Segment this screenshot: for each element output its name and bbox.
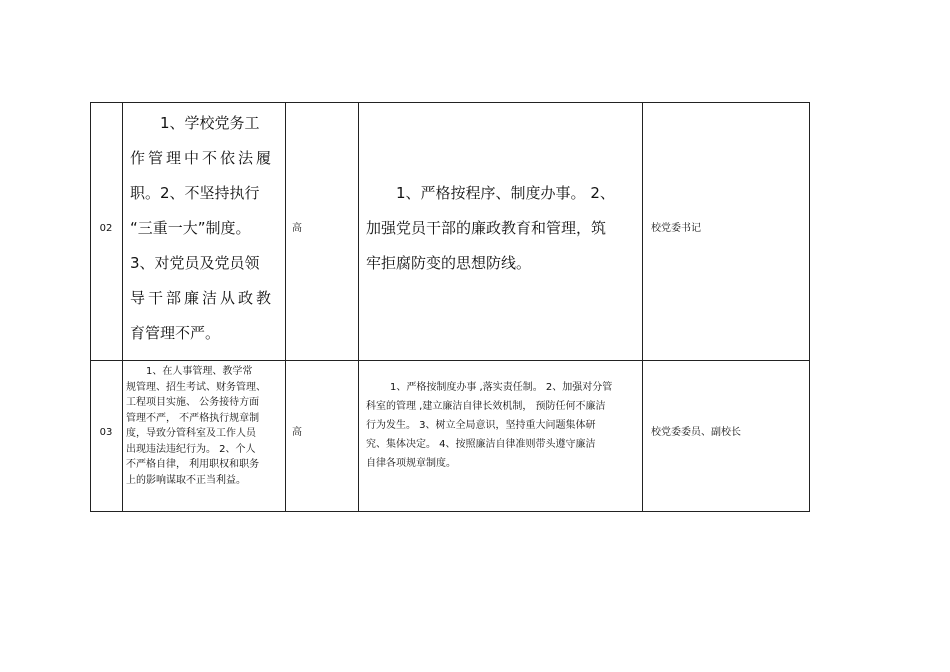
row-number: 02 xyxy=(99,223,113,234)
risk-line: 职。2、不坚持执行 xyxy=(130,184,260,202)
measure-line: 1、严格按程序、制度办事。 2、 xyxy=(396,184,615,202)
risk-line: 1、在人事管理、教学常 xyxy=(146,366,253,377)
measure-line: 牢拒腐防变的思想防线。 xyxy=(366,254,532,272)
risk-description xyxy=(126,364,286,488)
row-divider xyxy=(90,360,810,361)
column-divider xyxy=(122,102,123,512)
risk-line: 3、对党员及党员领 xyxy=(130,254,260,272)
risk-line: “三重一大”制度。 xyxy=(130,219,251,237)
table-top-border xyxy=(90,102,810,103)
risk-line: 上的影响谋取不正当利益。 xyxy=(126,474,246,486)
risk-line: 管理不严， 不严格执行规章制 xyxy=(126,412,260,424)
measure-line: 行为发生。 3、树立全局意识，坚持重大问题集体研 xyxy=(366,420,596,431)
risk-line: 不严格自律， 利用职权和职务 xyxy=(126,459,260,470)
risk-line: 规管理、招生考试、财务管理、 xyxy=(126,381,266,393)
risk-line: 工程项目实施、 公务接待方面 xyxy=(126,397,260,408)
risk-line: 导干部廉洁从政教 xyxy=(130,289,275,307)
measure-line: 加强党员干部的廉政教育和管理，筑 xyxy=(366,219,607,237)
prevention-measures xyxy=(366,176,642,281)
risk-line: 作管理中不依法履 xyxy=(130,149,275,167)
risk-line: 育管理不严。 xyxy=(130,324,221,342)
measure-line: 科室的管理 ,建立廉洁自律长效机制， 预防任何不廉洁 xyxy=(366,401,606,412)
responsible-person: 校党委委员、副校长 xyxy=(651,427,741,438)
risk-line: 1、学校党务工 xyxy=(160,114,260,132)
risk-line: 度，导致分管科室及工作人员 xyxy=(126,428,256,439)
measure-line: 自律各项规章制度。 xyxy=(366,458,456,469)
measure-line: 究、集体决定。 4、按照廉洁自律准则带头遵守廉洁 xyxy=(366,439,596,450)
column-divider xyxy=(358,102,359,512)
column-divider xyxy=(642,102,643,512)
prevention-measures xyxy=(366,378,642,473)
risk-table xyxy=(90,102,810,512)
risk-level: 高 xyxy=(292,223,302,234)
measure-line: 1、严格按制度办事 ,落实责任制。 2、加强对分管 xyxy=(390,382,613,393)
risk-line: 出现违法违纪行为。 2、个人 xyxy=(126,443,256,455)
responsible-person: 校党委书记 xyxy=(651,223,701,234)
risk-description xyxy=(130,106,282,351)
row-number: 03 xyxy=(99,427,113,438)
table-bottom-border xyxy=(90,511,810,512)
column-divider xyxy=(90,102,91,512)
column-divider xyxy=(809,102,810,512)
risk-level: 高 xyxy=(292,427,302,438)
